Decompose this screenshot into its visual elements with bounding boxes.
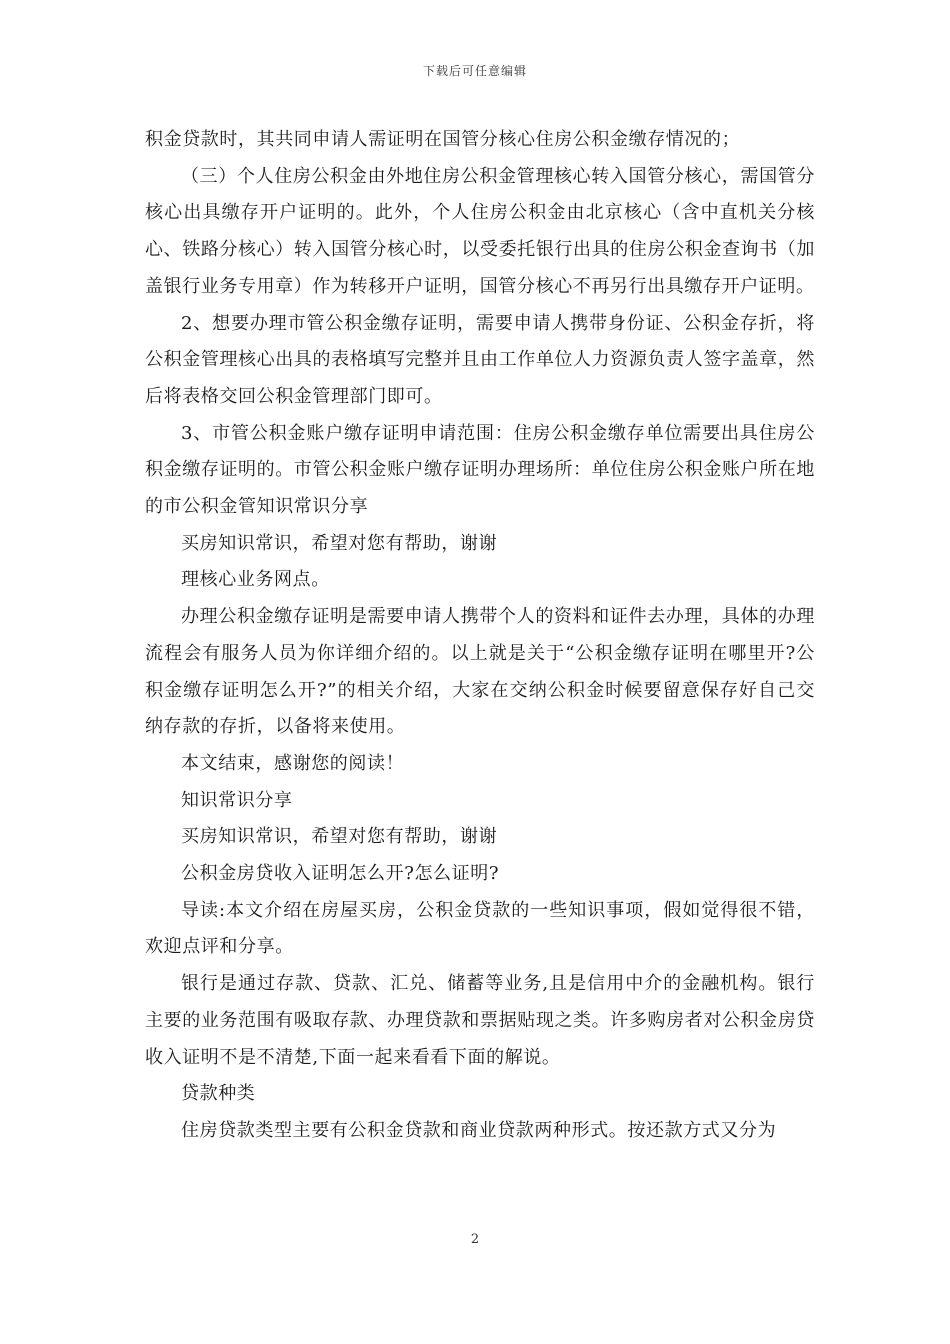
paragraph: 2、想要办理市管公积金缴存证明，需要申请人携带身份证、公积金存折，将公积金管理核心出具的表格填写完整并且由工作单位人力资源负责人签字盖章，然后将表格交回公积金管理部门即可。 [145, 312, 815, 407]
paragraph: 银行是通过存款、贷款、汇兑、储蓄等业务,且是信用中介的金融机构。银行主要的业务范围有吸取存款、办理贷款和票据贴现之类。许多购房者对公积金房贷收入证明不是不清楚,下面一起来看看下面的解说。 [145, 973, 815, 1068]
page-header: 下载后可任意编辑 [422, 64, 527, 78]
paragraph: 公积金房贷收入证明怎么开?怎么证明? [181, 863, 500, 885]
paragraph: 买房知识常识，希望对您有帮助，谢谢 [181, 826, 498, 848]
paragraph: 导读:本文介绍在房屋买房，公积金贷款的一些知识事项，假如觉得很不错，欢迎点评和分享。 [145, 899, 815, 958]
paragraph: 办理公积金缴存证明是需要申请人携带个人的资料和证件去办理，具体的办理流程会有服务人员为你详细介绍的。以上就是关于“公积金缴存证明在哪里开?公积金缴存证明怎么开?”的相关介绍，大家在交纳公积金时候要留意保存好自己交纳存款的存折，以备将来使用。 [145, 606, 815, 738]
paragraph: 知识常识分享 [181, 789, 293, 811]
document-body [145, 122, 815, 1150]
paragraph: 本文结束，感谢您的阅读！ [181, 752, 405, 774]
paragraph: 理核心业务网点。 [181, 569, 330, 591]
paragraph: 贷款种类 [181, 1083, 256, 1105]
paragraph: 积金贷款时，其共同申请人需证明在国管分核心住房公积金缴存情况的； [145, 129, 741, 150]
page-number: 2 [470, 1232, 480, 1247]
paragraph: （三）个人住房公积金由外地住房公积金管理核心转入国管分核心，需国管分核心出具缴存开户证明的。此外，个人住房公积金由北京核心（含中直机关分核心、铁路分核心）转入国管分核心时，以受委托银行出具的住房公积金查询书（加盖银行业务专用章）作为转移开户证明，国管分核心不再另行出具缴存开户证明。 [145, 165, 815, 297]
paragraph: 住房贷款类型主要有公积金贷款和商业贷款两种形式。按还款方式又分为 [181, 1119, 777, 1141]
paragraph: 3、市管公积金账户缴存证明申请范围：住房公积金缴存单位需要出具住房公积金缴存证明的。市管公积金账户缴存证明办理场所：单位住房公积金账户所在地的市公积金管知识常识分享 [145, 422, 815, 518]
paragraph: 买房知识常识，希望对您有帮助，谢谢 [181, 532, 498, 554]
